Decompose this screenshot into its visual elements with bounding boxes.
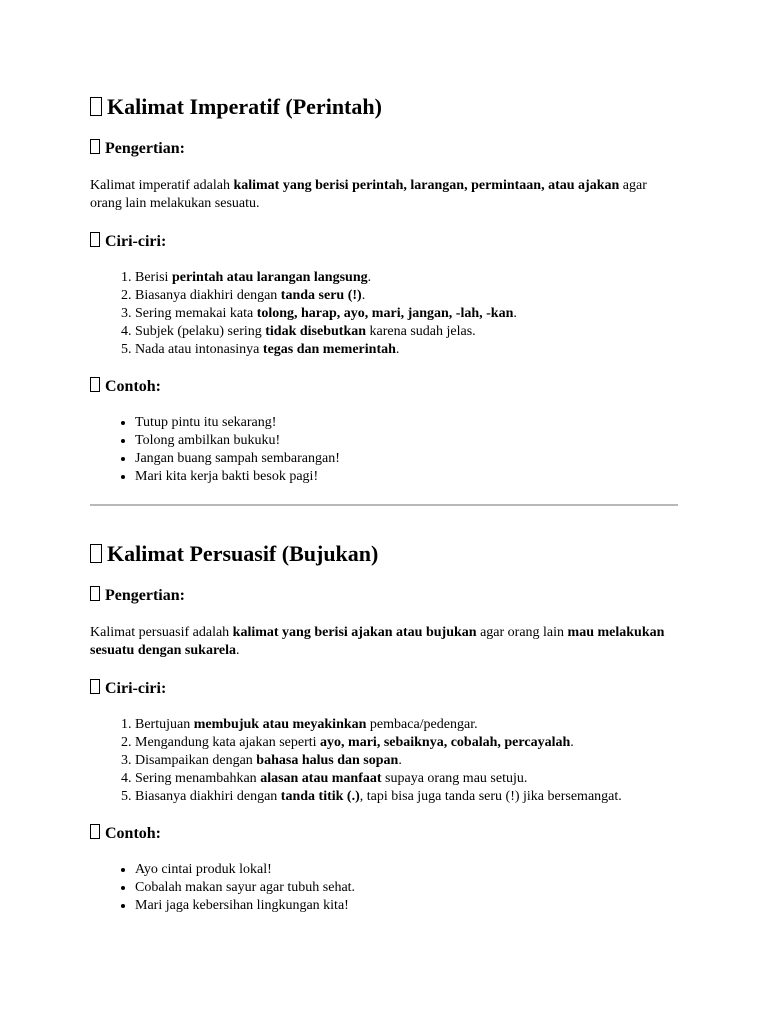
section-imperatif — [90, 93, 678, 486]
list-item: 2. Biasanya diakhiri dengan tanda seru (!). — [135, 287, 678, 305]
section-title — [90, 93, 678, 121]
list-item: 3. Sering memakai kata tolong, harap, ayo, mari, jangan, -lah, -kan. — [135, 305, 678, 323]
contoh-heading: Contoh: — [90, 377, 678, 397]
list-item: • Jangan buang sampah sembarangan! — [135, 450, 678, 468]
pengertian-heading: Pengertian: — [90, 139, 678, 159]
list-item: 5. Nada atau intonasinya tegas dan memerintah. — [135, 341, 678, 359]
list-item: 4. Subjek (pelaku) sering tidak disebutkan karena sudah jelas. — [135, 323, 678, 341]
ciri-list — [90, 716, 678, 806]
list-item: • Cobalah makan sayur agar tubuh sehat. — [135, 879, 678, 897]
missing-glyph-icon — [90, 544, 102, 563]
list-item: • Tolong ambilkan bukuku! — [135, 432, 678, 450]
list-item: • Tutup pintu itu sekarang! — [135, 414, 678, 432]
list-item: 4. Sering menambahkan alasan atau manfaat supaya orang mau setuju. — [135, 770, 678, 788]
missing-glyph-icon — [90, 139, 100, 154]
contoh-list — [90, 414, 678, 486]
missing-glyph-icon — [90, 679, 100, 694]
list-item: • Ayo cintai produk lokal! — [135, 861, 678, 879]
horizontal-divider — [90, 504, 678, 506]
missing-glyph-icon — [90, 824, 100, 839]
section-title-text: Kalimat Persuasif (Bujukan) — [107, 541, 379, 566]
missing-glyph-icon — [90, 377, 100, 392]
contoh-heading: Contoh: — [90, 824, 678, 844]
section-title-text: Kalimat Imperatif (Perintah) — [107, 94, 382, 119]
list-item: 2. Mengandung kata ajakan seperti ayo, mari, sebaiknya, cobalah, percayalah. — [135, 734, 678, 752]
pengertian-paragraph: Kalimat imperatif adalah kalimat yang berisi perintah, larangan, permintaan, atau ajakan agar orang lain melakukan sesuatu. — [90, 178, 647, 211]
list-item: 5. Biasanya diakhiri dengan tanda titik (.), tapi bisa juga tanda seru (!) jika bersemangat. — [135, 788, 678, 806]
pengertian-paragraph: Kalimat persuasif adalah kalimat yang berisi ajakan atau bujukan agar orang lain mau melakukan sesuatu dengan sukarela. — [90, 625, 665, 658]
list-item: • Mari kita kerja bakti besok pagi! — [135, 468, 678, 486]
pengertian-heading: Pengertian: — [90, 586, 678, 606]
section-persuasif — [90, 540, 678, 915]
list-item: • Mari jaga kebersihan lingkungan kita! — [135, 897, 678, 915]
missing-glyph-icon — [90, 586, 100, 601]
ciri-heading: Ciri-ciri: — [90, 679, 678, 699]
list-item: 1. Bertujuan membujuk atau meyakinkan pembaca/pedengar. — [135, 716, 678, 734]
missing-glyph-icon — [90, 97, 102, 116]
section-title — [90, 540, 678, 568]
ciri-heading: Ciri-ciri: — [90, 232, 678, 252]
list-item: 1. Berisi perintah atau larangan langsung. — [135, 269, 678, 287]
list-item: 3. Disampaikan dengan bahasa halus dan sopan. — [135, 752, 678, 770]
contoh-list — [90, 861, 678, 915]
ciri-list — [90, 269, 678, 359]
missing-glyph-icon — [90, 232, 100, 247]
